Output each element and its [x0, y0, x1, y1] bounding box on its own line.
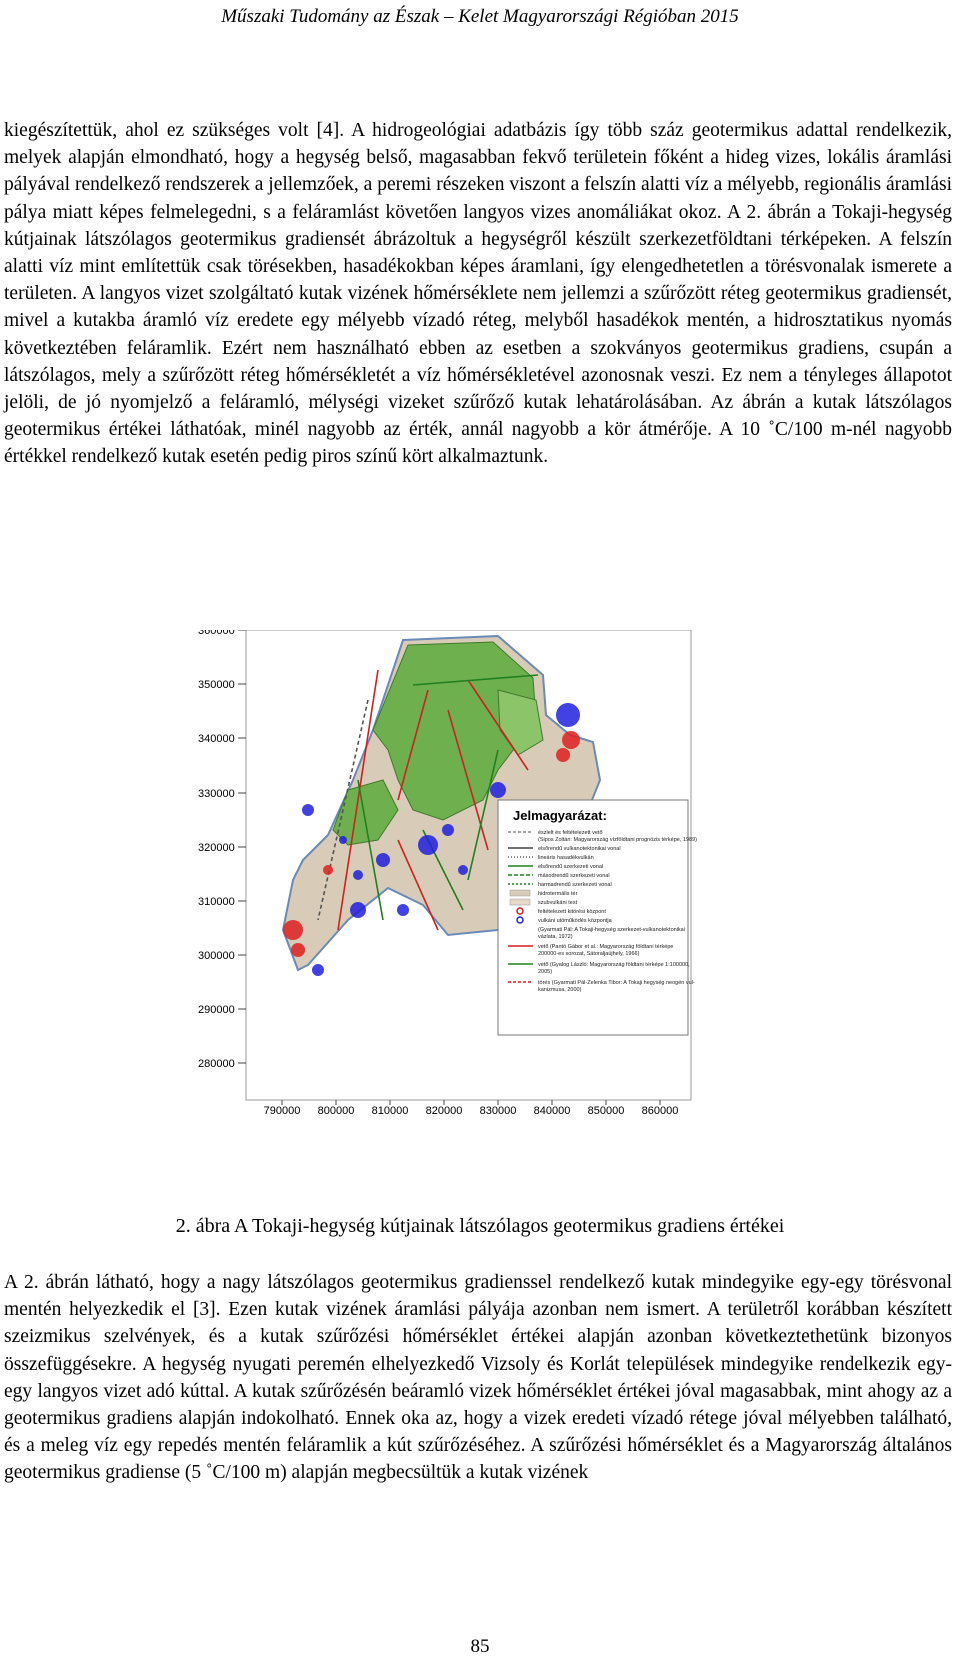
well-marker	[442, 824, 454, 836]
well-marker	[490, 782, 506, 798]
geologic-map	[198, 630, 746, 1185]
legend-item: kanizmusa, 2000)	[538, 987, 582, 993]
legend-item: vető (Pantó Gábor et al.: Magyarország földtani térképe	[538, 944, 674, 950]
page-number: 85	[470, 1636, 490, 1657]
y-tick-label: 340000	[198, 733, 235, 745]
well-marker	[397, 904, 409, 916]
legend-item: vető (Gyalog László: Magyarország földtani térképe 1:100000,	[538, 962, 690, 968]
legend-item: másodrendű szerkezeti vonal	[538, 873, 610, 879]
legend-item: lineáris hasadékvulkán	[538, 855, 594, 861]
legend-item: 2005)	[538, 969, 553, 975]
legend-item: (Sipos Zoltán: Magyarország vízföldtani prognózis térképe, 1989)	[538, 837, 697, 843]
well-marker	[339, 836, 347, 844]
legend-item: vázlata, 1972)	[538, 934, 573, 940]
body-paragraph-1: kiegészítettük, ahol ez szükséges volt [4]. A hidrogeológiai adatbázis így több száz geotermikus adattal rendelkezik, melyek alapján elmondható, hogy a hegység belső, magasabban fekvő területein főként a hideg vizes, lokális áramlási pályával rendelkező rendszerek a jellemzőek, a peremi részeken viszont a felszín alatti víz a mélyebb, regionális áramlási pálya miatt képes felmelegedni, s a feláramlást követően langyos vizes anomáliákat okoz. A 2. ábrán a Tokaji-hegység kútjainak látszólagos geotermikus gradiensét ábrázoltuk a hegységről készült szerkezetföldtani térképeken. A felszín alatti víz mint említettük csak törésekben, hasadékokban képes áramlani, így elengedhetetlen a törésvonalak ismerete a területen. A langyos vizet szolgáltató kutak vizének hőmérséklete nem jellemzi a szűrőzött réteg geotermikus gradiensét, mivel a kutakba áramló víz eredete egy mélyebb vízadó réteg, melyből hasadékok mentén, a hidrosztatikus nyomás következtében feláramlik. Ezért nem használható ebben az esetben a szokványos geotermikus gradiens, csupán a látszólagos, mely a szűrőzött réteg hőmérsékletét a víz hőmérsékletével azonosnak veszi. Ez nem a tényleges állapotot jelöli, de jó nyomjelző a feláramló, mélységi vizeket szűrőző kutak lehatárolásában. Az ábrán a kutak látszólagos geotermikus értékei láthatóak, minél nagyobb az érték, annál nagyobb a kör átmérője. A 10 ˚C/100 m-nél nagyobb értékkel rendelkező kutak esetén pedig piros színű kört alkalmaztunk.	[4, 120, 952, 468]
legend-swatch	[510, 899, 530, 905]
x-tick-label: 790000	[263, 1105, 301, 1117]
legend-title: Jelmagyarázat:	[513, 808, 607, 823]
legend-swatch	[510, 890, 530, 896]
running-header: Műszaki Tudomány az Észak – Kelet Magyarországi Régióban 2015	[221, 6, 739, 27]
well-marker	[418, 835, 438, 855]
legend-item: hidrotermális tér	[538, 891, 578, 897]
well-marker	[312, 964, 324, 976]
figure-map	[198, 630, 746, 1185]
legend-item: elsőrendű szerkezeti vonal	[538, 864, 604, 870]
body-paragraph-2: A 2. ábrán látható, hogy a nagy látszólagos geotermikus gradienssel rendelkező kutak mindegyike egy-egy törésvonal mentén helyezkedik el [3]. Ezen kutak vizének áramlási pályája azonban nem ismert. A területről korábban készített szeizmikus szelvények, és a kutak szűrőzési hőmérséklet értékei alapján azonban következtethetünk bizonyos összefüggésekre. A hegység nyugati peremén elhelyezkedő Vizsoly és Korlát települések mindegyike rendelkezik egy-egy langyos vizet adó kúttal. A kutak szűrőzésén beáramló vizek hőmérséklet értékei jóval magasabbak, mint ahogy az a geotermikus gradiens alapján indokolható. Ennek oka az, hogy a vizek eredeti vízadó rétege jóval mélyebben található, és a meleg víz egy repedés mentén feláramlik a kút szűrőzéséhez. A szűrőzési hőmérséklet és a Magyarország általános geotermikus gradiense (5 ˚C/100 m) alapján megbecsültük a kutak vizének	[4, 1272, 952, 1484]
well-marker	[376, 853, 390, 867]
x-tick-label: 840000	[533, 1105, 571, 1117]
x-tick-label: 860000	[641, 1105, 679, 1117]
x-tick-label: 830000	[479, 1105, 517, 1117]
legend-item: elsőrendű vulkanotektonikai vonal	[538, 846, 621, 852]
well-marker	[350, 902, 366, 918]
legend-item: szubvulkáni test	[538, 900, 578, 906]
well-marker	[556, 748, 570, 762]
x-tick-label: 850000	[587, 1105, 625, 1117]
well-marker	[562, 731, 580, 749]
well-marker	[353, 870, 363, 880]
well-marker	[291, 943, 305, 957]
x-tick-label: 820000	[425, 1105, 463, 1117]
y-tick-label: 280000	[198, 1058, 235, 1070]
y-tick-label: 290000	[198, 1004, 235, 1016]
y-tick-label: 320000	[198, 842, 235, 854]
x-tick-label: 810000	[371, 1105, 409, 1117]
y-tick-label: 360000	[198, 630, 235, 637]
figure-caption: 2. ábra A Tokaji-hegység kútjainak látszólagos geotermikus gradiens értékei	[175, 1215, 785, 1237]
legend-item: törés (Gyarmati Pál-Zelenka Tibor: A Tokaji hegység neogén vul-	[538, 980, 695, 986]
well-marker	[323, 865, 333, 875]
legend-item: 200000-es sorozat, Sátoraljaújhely, 1966)	[538, 951, 640, 957]
legend-item: vulkáni utóműködés központja	[538, 918, 612, 924]
well-marker	[283, 920, 303, 940]
legend-item: feltételezett kitörési központ	[538, 909, 606, 915]
y-tick-label: 330000	[198, 788, 235, 800]
y-tick-label: 350000	[198, 679, 235, 691]
well-marker	[556, 703, 580, 727]
well-marker	[302, 804, 314, 816]
y-tick-label: 300000	[198, 950, 235, 962]
legend-item: észlelt és feltételezett vető	[538, 830, 603, 836]
well-marker	[458, 865, 468, 875]
legend-item: (Gyarmati Pál: A Tokaji-hegység szerkezet-vulkanotektonikai	[538, 927, 685, 933]
y-tick-label: 310000	[198, 896, 235, 908]
legend-item: harmadrendű szerkezeti vonal	[538, 882, 612, 888]
x-tick-label: 800000	[317, 1105, 355, 1117]
